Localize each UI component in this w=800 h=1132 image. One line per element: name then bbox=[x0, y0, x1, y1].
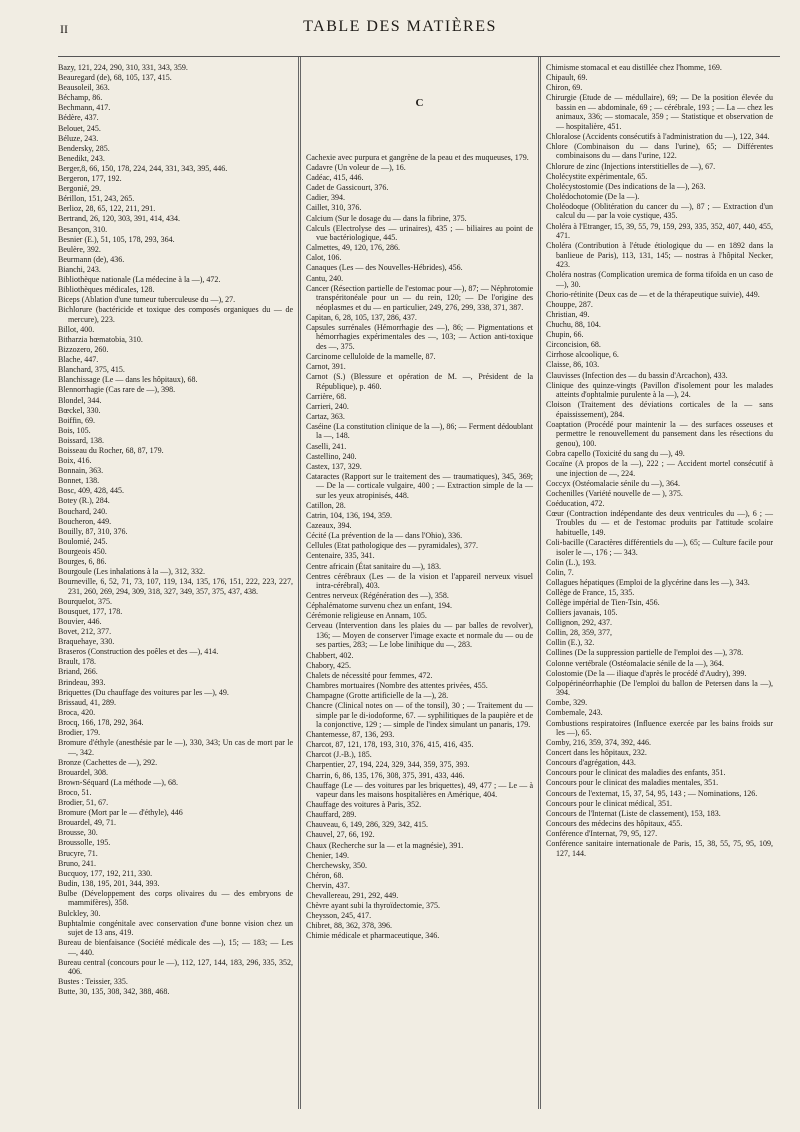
index-entry: Bazy, 121, 224, 290, 310, 331, 343, 359. bbox=[58, 63, 188, 72]
index-entry: Coéducation, 472. bbox=[546, 498, 605, 508]
index-entry: Conférence sanitaire internationale de Paris, 15, 38, 55, 75, 95, 109, 127, 144. bbox=[546, 839, 773, 858]
index-entry: Charcot (J.-B.), 185. bbox=[306, 750, 372, 760]
index-entry: Chantemesse, 87, 136, 293. bbox=[306, 730, 395, 740]
index-entry: Brissaud, 41, 289. bbox=[58, 697, 116, 707]
index-entry: Berlioz, 28, 65, 122, 211, 291. bbox=[58, 204, 156, 214]
index-entry: Carrieri, 240. bbox=[306, 401, 349, 411]
index-entry: Collines (De la suppression partielle de l'emploi des —), 378. bbox=[546, 648, 744, 658]
index-entry: Boucheron, 449. bbox=[58, 516, 112, 526]
index-entry: Colpopérinéorrhaphie (De l'emploi du ballon de Petersen dans la —), 394. bbox=[546, 678, 773, 698]
index-entry: Combe, 329. bbox=[546, 698, 588, 708]
index-entry: Chlore (Combinaison du — dans l'urine), 65; — Différentes combinaisons du — dans l'urine, 122. bbox=[546, 141, 773, 161]
index-entry: Bibliothèques médicales, 128. bbox=[58, 285, 155, 295]
section-letter: C bbox=[415, 97, 424, 109]
index-entry: Botey (R.), 284. bbox=[58, 496, 110, 506]
index-entry: Bromure d'éthyle (anesthésie par le —), 330, 343; Un cas de mort par le —, 342. bbox=[58, 738, 293, 757]
index-entry: Braseros (Construction des poêles et des —), 414. bbox=[58, 647, 219, 657]
index-entry: Boulomié, 245. bbox=[58, 536, 108, 546]
running-title: TABLE DES MATIÈRES bbox=[303, 18, 497, 35]
index-entry: Bourges, 6, 86. bbox=[58, 557, 107, 566]
index-entry: Bendersky, 285. bbox=[58, 143, 110, 153]
index-entry: Cachexie avec purpura et gangrène de la peau et des muqueuses, 179. bbox=[306, 153, 529, 162]
index-entry: Colliers javanais, 105. bbox=[546, 608, 618, 618]
index-entry: Bitharzia hœmatobia, 310. bbox=[58, 334, 143, 344]
index-entry: Cataractes (Rapport sur le traitement des — traumatiques), 345, 369; — De la — corticale vulgaire, 400 ; — Extraction simple de la — sur les yeux atropinisés, 448. bbox=[306, 471, 533, 500]
index-entry: Concours d'agrégation, 443. bbox=[546, 758, 636, 768]
index-entry: Chauffard, 289. bbox=[306, 810, 357, 820]
index-entry: Bichlorure (bactéricide et toxique des composés organiques du — de mercure), 223. bbox=[58, 305, 293, 324]
index-entry: Cochenilles (Variété nouvelle de — ), 375. bbox=[546, 488, 683, 498]
index-entry: Boix, 416. bbox=[58, 456, 92, 466]
index-entry: Castellino, 240. bbox=[306, 451, 357, 461]
index-entry: Budin, 138, 195, 201, 344, 393. bbox=[58, 878, 160, 888]
index-entry: Brown-Séquard (La méthode —), 68. bbox=[58, 777, 178, 787]
index-entry: Brault, 178. bbox=[58, 657, 96, 667]
index-entry: Brodier, 51, 67. bbox=[58, 798, 109, 808]
index-entry: Chaux (Recherche sur la — et la magnésie), 391. bbox=[306, 840, 464, 850]
index-entry: Buphtalmie congénitale avec conservation d'une bonne vision chez un sujet de 13 ans, 419. bbox=[58, 918, 293, 938]
index-entry: Bureau de bienfaisance (Société médicale des —), 15; — 183; — Les —, 440. bbox=[58, 938, 293, 957]
index-entry: Carcinome celluloïde de la mamelle, 87. bbox=[306, 351, 436, 361]
index-entry: Cadet de Gassicourt, 376. bbox=[306, 183, 389, 193]
index-entry: Chimie médicale et pharmaceutique, 346. bbox=[306, 931, 440, 941]
index-entry: Chipault, 69. bbox=[546, 73, 588, 83]
index-entry: Chancre (Clinical notes on — of the tonsil), 30 ; — Traitement du — simple par le di-iodoforme, 67. — syphilitiques de la paupière et de la conjonctive, 129 ; — simple de l'index simulant un panaris, 179. bbox=[306, 701, 533, 730]
index-entry: Centres cérébraux (Les — de la vision et l'appareil nerveux visuel intra-cérébral), 403. bbox=[306, 571, 533, 591]
index-entry: Cérémonie religieuse en Annam, 105. bbox=[306, 611, 427, 621]
index-entry: Cobra capello (Toxicité du sang du —), 49. bbox=[546, 448, 685, 458]
index-entry: Bovet, 212, 377. bbox=[58, 627, 112, 637]
page-number: II bbox=[60, 22, 68, 36]
index-entry: Brucyre, 71. bbox=[58, 848, 98, 858]
index-entry: Choléra nostras (Complication uremica de forma tifoïda en un caso de —), 30. bbox=[546, 270, 773, 289]
index-entry: Bourquelot, 375. bbox=[58, 596, 112, 606]
index-entry: Briand, 266. bbox=[58, 667, 98, 677]
index-entry: Cerveau (Intervention dans les plaies du — par balles de revolver), 136; — Moyen de conserver l'image exacte et normale du — ou de ses parties, 283; — Le lobe linihique du —, 283. bbox=[306, 621, 533, 650]
index-entry: Calot, 106. bbox=[306, 253, 342, 263]
index-entry: Brodier, 179. bbox=[58, 728, 101, 737]
index-entry: Chevallereau, 291, 292, 449. bbox=[306, 891, 399, 901]
index-entry: Cadavre (Un voleur de —), 16. bbox=[306, 163, 406, 173]
index-entry: Cloison (Traitement des déviations corticales de la — sans épaississement), 284. bbox=[546, 400, 773, 419]
index-entry: Coaptation (Procédé pour maintenir la — des surfaces osseuses et permettre le renouvellement du pansement dans les résections du genou), 100. bbox=[546, 419, 773, 448]
index-entry: Berger,8, 66, 150, 178, 224, 244, 331, 343, 395, 446. bbox=[58, 163, 228, 173]
index-entry: Bourgoule (Les inhalations à la —), 312, 332. bbox=[58, 567, 205, 577]
index-entry: Bouchard, 240. bbox=[58, 506, 108, 516]
index-entry: Bonnet, 138. bbox=[58, 476, 100, 486]
index-entry: Chirurgie (Etude de — médullaire), 69; — De la position élevée du bassin en — abdominale, 69 ; — cérébrale, 193 ; — La — chez les animaux, 336; — stomacale, 359 ; — Statistique et observation de — hospitalière, 451. bbox=[546, 93, 773, 131]
index-entry: Cantu, 240. bbox=[306, 273, 344, 283]
index-entry: Choléra à l'Etranger, 15, 39, 55, 79, 159, 293, 335, 352, 407, 440, 455, 471. bbox=[546, 221, 773, 241]
index-column-3 bbox=[538, 57, 778, 1109]
index-entry: Chorio-rétinite (Deux cas de — et de la thérapeutique suivie), 449. bbox=[546, 289, 760, 299]
index-entry: Bonnain, 363. bbox=[58, 466, 104, 476]
index-entry: Collin (E.), 32. bbox=[546, 638, 595, 648]
index-entry: Cholécystite expérimentale, 65. bbox=[546, 171, 648, 181]
index-entry: Cœur (Contraction indépendante des deux ventricules du —), 6 ; — Troubles du — et de l'estomac produits par l'attitude scolaire habituelle, 149. bbox=[546, 508, 773, 537]
index-entry: Bergonié, 29. bbox=[58, 184, 102, 194]
index-entry: Blanchissage (Le — dans les hôpitaux), 68. bbox=[58, 375, 198, 385]
index-entry: Broca, 420. bbox=[58, 707, 96, 717]
index-entry: Bureau central (concours pour le —), 112, 127, 144, 183, 296, 335, 352, 406. bbox=[58, 957, 293, 977]
index-entry: Bédère, 437. bbox=[58, 113, 99, 123]
index-entry: Collège impérial de Tien-Tsin, 456. bbox=[546, 597, 660, 607]
index-entry: Colin, 7. bbox=[546, 567, 574, 577]
index-entry: Calcium (Sur le dosage du — dans la fibrine, 375. bbox=[306, 213, 467, 223]
index-entry: Chouppe, 287. bbox=[546, 299, 593, 309]
index-entry: Cartaz, 363. bbox=[306, 411, 345, 421]
index-entry: Bronze (Cachettes de —), 292. bbox=[58, 757, 158, 767]
index-entry: Chabory, 425. bbox=[306, 660, 352, 670]
index-entry: Chuchu, 88, 104. bbox=[546, 320, 601, 330]
index-entry: Collignon, 292, 437. bbox=[546, 618, 613, 628]
index-entry: Concours de l'externat, 15, 37, 54, 95, 143 ; — Nominations, 126. bbox=[546, 788, 758, 798]
index-entry: Caillet, 310, 376. bbox=[306, 203, 362, 213]
index-entry: Concours pour le clinicat des maladies mentales, 351. bbox=[546, 778, 719, 788]
index-entry: Comby, 216, 359, 374, 392, 446. bbox=[546, 738, 652, 748]
index-entry: Bouilly, 87, 310, 376. bbox=[58, 526, 128, 536]
index-entry: Cirrhose alcoolique, 6. bbox=[546, 350, 619, 360]
index-entry: Chenier, 149. bbox=[306, 850, 350, 860]
index-entry: Colin (L.), 193. bbox=[546, 557, 596, 567]
index-entry: Céphalématome survenu chez un enfant, 194. bbox=[306, 601, 452, 611]
index-entry: Bourneville, 6, 52, 71, 73, 107, 119, 134, 135, 176, 151, 222, 223, 227, 231, 260, 269, 294, 309, 318, 327, 349, 357, 375, 437, 438. bbox=[58, 577, 293, 596]
index-entry: Chiron, 69. bbox=[546, 83, 583, 93]
index-entry: Blache, 447. bbox=[58, 355, 99, 365]
index-entry: Chauffage (Le — des voitures par les briquettes), 49, 477 ; — Le — à vapeur dans les maisons hospitalières en Amérique, 404. bbox=[306, 780, 533, 800]
index-entry: Concours pour le clinicat médical, 351. bbox=[546, 798, 672, 808]
index-entry: Chalets de nécessité pour femmes, 472. bbox=[306, 670, 433, 680]
index-entry: Calmettes, 49, 120, 176, 286. bbox=[306, 243, 400, 253]
index-entry: Cholécystostomie (Des indications de la —), 263. bbox=[546, 181, 706, 191]
index-entry: Cazeaux, 394. bbox=[306, 521, 352, 531]
index-entry: Charrin, 6, 86, 135, 176, 308, 375, 391, 433, 446. bbox=[306, 770, 465, 780]
index-entry: Chauveau, 6, 149, 286, 329, 342, 415. bbox=[306, 820, 428, 830]
index-entry: Bustes : Teissier, 335. bbox=[58, 977, 128, 987]
index-entry: Chèvre ayant subi la thyroïdectomie, 375. bbox=[306, 901, 440, 911]
index-entry: Chauffage des voitures à Paris, 352. bbox=[306, 800, 422, 810]
index-entry: Chibret, 88, 362, 378, 396. bbox=[306, 921, 392, 931]
index-entry: Concert dans les hôpitaux, 232. bbox=[546, 748, 647, 758]
index-entry: Bousquet, 177, 178. bbox=[58, 606, 123, 616]
index-entry: Chlorure de zinc (Injections interstitielles de —), 67. bbox=[546, 161, 716, 171]
index-entry: Briquettes (Du chauffage des voitures par les —), 49. bbox=[58, 687, 229, 697]
index-entry: Bechmann, 417. bbox=[58, 103, 111, 113]
index-entry: Bergeron, 177, 192. bbox=[58, 174, 122, 184]
index-entry: Christian, 49. bbox=[546, 310, 590, 319]
index-entry: Caselli, 241. bbox=[306, 441, 347, 451]
index-entry: Chervin, 437. bbox=[306, 880, 350, 890]
index-entry: Bruno, 241. bbox=[58, 858, 96, 868]
index-entry: Cholédochotomie (De la —). bbox=[546, 191, 640, 201]
index-entry: Concours des médecins des hôpitaux, 455. bbox=[546, 818, 683, 828]
index-entry: Clinique des quinze-vingts (Pavillon d'isolement pour les malades atteints d'ophtalmie purulente à la —), 24. bbox=[546, 380, 773, 400]
index-entry: Boissard, 138. bbox=[58, 435, 104, 445]
index-entry: Clauvisses (Infection des — du bassin d'Arcachon), 433. bbox=[546, 370, 728, 380]
index-entry: Benedikt, 243. bbox=[58, 153, 105, 163]
index-entry: Chimisme stomacal et eau distillée chez l'homme, 169. bbox=[546, 63, 722, 72]
index-entry: Bertrand, 26, 120, 303, 391, 414, 434. bbox=[58, 214, 180, 224]
index-entry: Circoncision, 68. bbox=[546, 340, 601, 350]
index-entry: Concours pour le clinicat des maladies des enfants, 351. bbox=[546, 768, 726, 778]
index-entry: Capsules surrénales (Hémorrhagie des —), 86; — Pigmentations et hémorrhagies expérimentales des —, 103; — Action anti-toxique des —, 375. bbox=[306, 322, 533, 351]
index-entry: Bulbe (Développement des corps olivaires du — des embryons de mammifères), 358. bbox=[58, 888, 293, 908]
index-entry: Catrin, 104, 136, 194, 359. bbox=[306, 511, 392, 521]
index-entry: Bois, 105. bbox=[58, 425, 91, 435]
index-entry: Bosc, 409, 428, 445. bbox=[58, 486, 124, 496]
index-entry: Béluze, 243. bbox=[58, 133, 99, 143]
index-column-2 bbox=[298, 57, 538, 1109]
index-entry: Collin, 28, 359, 377, bbox=[546, 628, 613, 638]
index-entry: Carrière, 68. bbox=[306, 391, 347, 401]
index-entry: Cellules (Etat pathologique des — pyramidales), 377. bbox=[306, 541, 478, 551]
index-entry: Bianchi, 243. bbox=[58, 264, 101, 274]
index-entry: Billot, 400. bbox=[58, 324, 95, 334]
index-entry: Braquehaye, 330. bbox=[58, 637, 115, 647]
index-entry: Cancer (Résection partielle de l'estomac pour —), 87; — Néphrotomie transpéritonéale pour un — du rein, 120; — De l'origine des néoplasmes et du — en particulier, 249, 276, 299, 338, 371, 387. bbox=[306, 283, 533, 312]
index-entry: Colonne vertébrale (Ostéomalacie sénile de la —), 364. bbox=[546, 658, 724, 668]
index-entry: Champagne (Grotte artificielle de la —), 28. bbox=[306, 690, 449, 700]
index-entry: Centres nerveux (Régénération des —), 358. bbox=[306, 591, 449, 601]
index-entry: Chupin, 66. bbox=[546, 330, 584, 340]
index-entry: Blanchard, 375, 415. bbox=[58, 365, 125, 375]
index-entry: Besnier (E.), 51, 105, 178, 293, 364. bbox=[58, 234, 175, 244]
index-entry: Calculs (Electrolyse des — urinaires), 435 ; — biliaires au point de vue bactériologique, 445. bbox=[306, 223, 533, 243]
index-entry: Bromure (Mort par le — d'éthyle), 446 bbox=[58, 808, 183, 818]
index-entry: Collège de France, 15, 335. bbox=[546, 587, 635, 597]
index-entry: Cadéac, 415, 446. bbox=[306, 173, 364, 183]
index-entry: Carnot (S.) (Blessure et opération de M. —, Président de la République), p. 460. bbox=[306, 372, 533, 391]
index-entry: Charpentier, 27, 194, 224, 329, 344, 359, 375, 393. bbox=[306, 760, 470, 770]
index-entry: Canaques (Les — des Nouvelles-Hébrides), 456. bbox=[306, 263, 463, 273]
index-entry: Broussolle, 195. bbox=[58, 838, 111, 848]
index-entry: Chabbert, 402. bbox=[306, 650, 354, 660]
index-entry: Bizzozero, 260. bbox=[58, 345, 109, 355]
index-entry: Carnot, 391. bbox=[306, 362, 346, 371]
index-entry: Bulckley, 30. bbox=[58, 908, 101, 918]
index-entry: Catillon, 28. bbox=[306, 500, 346, 510]
index-entry: Centenaire, 335, 341. bbox=[306, 551, 375, 561]
index-entry: Beauregard (de), 68, 105, 137, 415. bbox=[58, 73, 172, 83]
index-entry: Bucquoy, 177, 192, 211, 330. bbox=[58, 868, 153, 878]
index-entry: Bouvier, 446. bbox=[58, 616, 102, 626]
index-entry: Beurmann (de), 436. bbox=[58, 254, 125, 264]
index-entry: Castex, 137, 329. bbox=[306, 461, 362, 471]
index-entry: Boisseau du Rocher, 68, 87, 179. bbox=[58, 445, 164, 455]
index-entry: Coccyx (Ostéomalacie sénile du —), 364. bbox=[546, 478, 680, 488]
index-entry: Boiffin, 69. bbox=[58, 415, 95, 425]
index-entry: Brousse, 30. bbox=[58, 828, 98, 838]
index-entry: Coli-bacille (Caractères différentiels du —), 65; — Culture facile pour isoler le —, 176 ; — 343. bbox=[546, 538, 773, 557]
index-entry: Belouet, 245. bbox=[58, 123, 101, 133]
index-entry: Chéron, 68. bbox=[306, 870, 344, 880]
index-entry: Cherchewsky, 350. bbox=[306, 860, 368, 870]
index-entry: Brindeau, 393. bbox=[58, 677, 106, 687]
index-entry: Bourgeois 450. bbox=[58, 546, 107, 556]
index-entry: Biceps (Ablation d'une tumeur tuberculeuse du —), 27. bbox=[58, 295, 236, 305]
index-entry: Besançon, 310. bbox=[58, 224, 108, 234]
index-entry: Cadier, 394. bbox=[306, 193, 346, 203]
index-entry: Bœckel, 330. bbox=[58, 405, 101, 415]
index-entry: Chambres mortuaires (Nombre des attentes privées, 455. bbox=[306, 680, 488, 690]
index-columns bbox=[58, 56, 780, 1109]
index-entry: Broco, 51. bbox=[58, 787, 92, 797]
index-entry: Bibliothèque nationale (La médecine à la —), 472. bbox=[58, 274, 221, 284]
index-entry: Combustions respiratoires (Influence exercée par les bains froids sur les —), 65. bbox=[546, 718, 773, 737]
index-entry: Chauvel, 27, 66, 192. bbox=[306, 830, 375, 840]
index-entry: Beausoleil, 363. bbox=[58, 83, 110, 93]
index-entry: Combemale, 243. bbox=[546, 708, 603, 718]
index-entry: Brouardel, 49, 71. bbox=[58, 818, 116, 828]
index-entry: Capitan, 6, 28, 105, 137, 286, 437. bbox=[306, 312, 417, 322]
index-column-1 bbox=[58, 57, 298, 1109]
index-entry: Caséine (La constitution clinique de la —), 86; — Ferment dédoublant la —, 148. bbox=[306, 421, 533, 441]
index-entry: Blennorrhagie (Cas rare de —), 398. bbox=[58, 385, 176, 395]
index-entry: Choléra (Contribution à l'étude étiologique du — en 1892 dans la banlieue de Paris), 113, 131, 145; — nostras à l'hôpital Necker, 423. bbox=[546, 241, 773, 270]
index-entry: Claisse, 86, 103. bbox=[546, 360, 600, 370]
index-entry: Colostomie (De la — iliaque d'après le procédé d'Audry), 399. bbox=[546, 668, 747, 678]
index-entry: Cécité (La prévention de la — dans l'Ohio), 336. bbox=[306, 531, 463, 541]
index-entry: Cocaïne (A propos de la —), 222 ; — Accident mortel consécutif à une injection de —, 224. bbox=[546, 459, 773, 478]
index-entry: Collagues hépatiques (Emploi de la glycérine dans les —), 343. bbox=[546, 577, 750, 587]
index-entry: Centre africain (État sanitaire du —), 183. bbox=[306, 561, 442, 571]
index-entry: Béchamp, 86. bbox=[58, 93, 103, 103]
index-entry: Choléodoque (Oblitération du cancer du —), 87 ; — Extraction d'un calcul du — par la voie cystique, 435. bbox=[546, 201, 773, 221]
index-entry: Brocq, 166, 178, 292, 364. bbox=[58, 717, 144, 727]
index-entry: Butte, 30, 135, 308, 342, 388, 468. bbox=[58, 987, 170, 997]
index-entry: Conférence d'Internat, 79, 95, 127. bbox=[546, 828, 658, 838]
index-entry: Cheysson, 245, 417. bbox=[306, 911, 372, 921]
index-entry: Charcot, 87, 121, 178, 193, 310, 376, 415, 416, 435. bbox=[306, 740, 474, 750]
index-entry: Bérillon, 151, 243, 265. bbox=[58, 194, 135, 204]
index-entry: Beulère, 392. bbox=[58, 244, 101, 254]
index-entry: Blondel, 344. bbox=[58, 395, 102, 405]
index-entry: Chloralose (Accidents consécutifs à l'administration du —), 122, 344. bbox=[546, 131, 770, 141]
index-entry: Brouardel, 308. bbox=[58, 767, 108, 777]
index-entry: Concours de l'Internat (Liste de classement), 153, 183. bbox=[546, 808, 721, 818]
